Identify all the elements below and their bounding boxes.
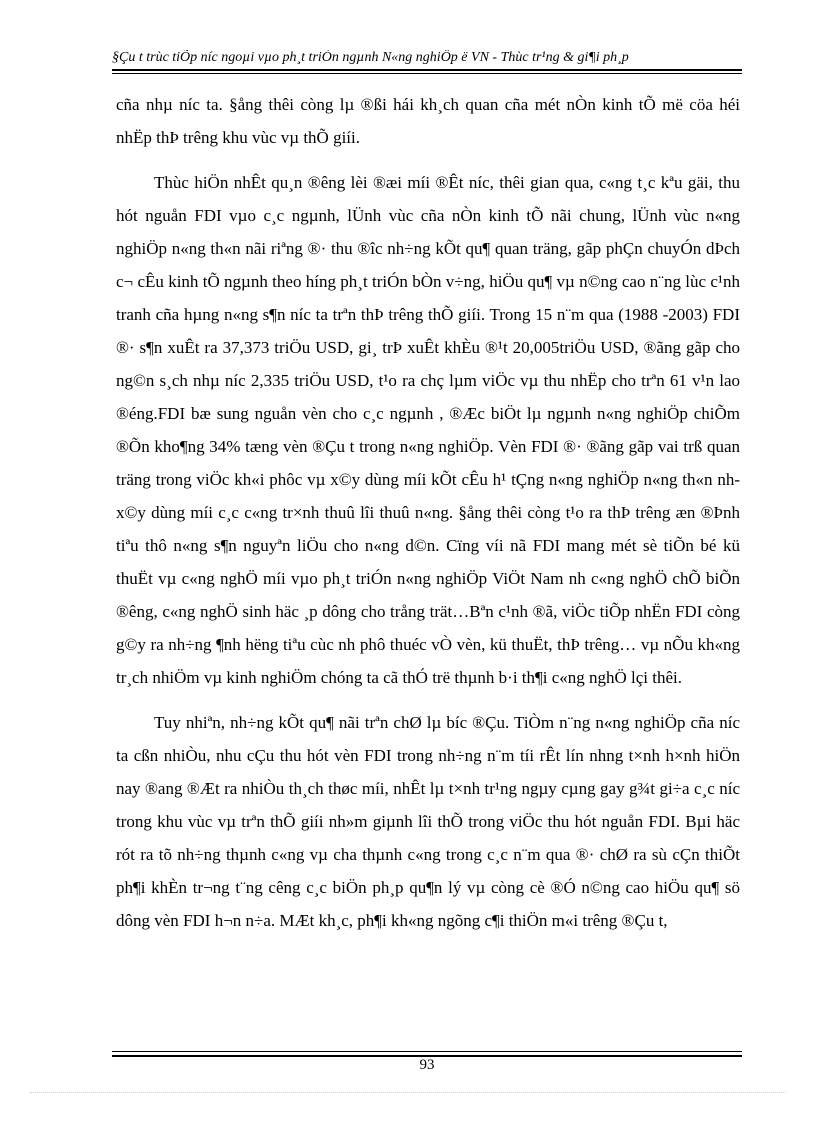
header-rule-thin [112,73,742,74]
running-header: §Çu t trùc tiÕp níc ngoµi vµo ph¸t triÓn ngµnh N«ng nghiÖp ë VN - Thùc tr¹ng & gi¶i ph¸p [112,50,629,65]
page-boundary-dotted-line [30,1092,786,1093]
page-number: 93 [419,1057,435,1073]
paragraph: Thùc hiÖn nhÊt qu¸n ®êng lèi ®æi míi ®Êt níc, thêi gian qua, c«ng t¸c kªu gäi, thu hót nguån FDI vµo c¸c ngµnh, lÜnh vùc cña nÒn kinh tÕ nãi chung, lÜnh vùc n«ng nghiÖp n«ng th«n nãi riªng ®· thu ®îc nh÷ng kÕt qu¶ quan träng, gãp phÇn chuyÓn dÞch c¬ cÊu kinh tÕ ngµnh theo híng ph¸t triÓn bÒn v÷ng, hiÖu qu¶ vµ n©ng cao n¨ng lùc c¹nh tranh cña hµng n«ng s¶n níc ta trªn thÞ trêng thÕ giíi. Trong 15 n¨m qua (1988 -2003) FDI ®· s¶n xuÊt ra 37,373 triÖu USD, gi¸ trÞ xuÊt khÈu ®¹t 20,005triÖu USD, ®ãng gãp cho ng©n s¸ch nhµ níc 2,335 triÖu USD, t¹o ra chç lµm viÖc vµ thu nhËp cho trªn 61 v¹n lao ®éng.FDI bæ sung nguån vèn cho c¸c ngµnh , ®Æc biÖt lµ ngµnh n«ng nghiÖp chiÕm ®Õn kho¶ng 34% tæng vèn ®Çu t trong n«ng nghiÖp. Vèn FDI ®· ®ãng gãp vai trß quan träng trong viÖc kh«i phôc vµ x©y dùng míi kÕt cÊu h¹ tÇng n«ng nghiÖp n«ng th«n nh x©y dùng míi c¸c c«ng tr×nh thuû lîi thuû n«ng. §ång thêi còng t¹o ra thÞ trêng æn ®Þnh tiªu thô n«ng s¶n nguyªn liÖu cho n«ng d©n. Cïng víi nã FDI mang mét sè tiÕn bé kü thuËt vµ c«ng nghÖ míi vµo ph¸t triÓn n«ng nghiÖp ViÖt Nam nh c«ng nghÖ chÕ biÕn ®êng, c«ng nghÖ sinh häc ¸p dông cho trång trät…Bªn c¹nh ®ã, viÖc tiÕp nhËn FDI còng g©y ra nh÷ng ¶nh hëng tiªu cùc nh phô thuéc vÒ vèn, kü thuËt, thÞ trêng… vµ nÕu kh«ng tr¸ch nhiÖm vµ kinh nghiÖm chóng ta cã thÓ trë thµnh b·i th¶i c«ng nghÖ lçi thêi. [116,173,740,687]
footer-rule-thin [112,1051,742,1052]
header-rule-thick [112,69,742,71]
body-text [116,88,740,949]
paragraph-continuation: cña nhµ níc ta. §ång thêi còng lµ ®ßi hái kh¸ch quan cña mét nÒn kinh tÕ më cöa héi nhËp thÞ trêng khu vùc vµ thÕ giíi. [116,95,740,147]
paragraph: Tuy nhiªn, nh÷ng kÕt qu¶ nãi trªn chØ lµ bíc ®Çu. TiÒm n¨ng n«ng nghiÖp cña níc ta cßn nhiÒu, nhu cÇu thu hót vèn FDI trong nh÷ng n¨m tíi rÊt lín nhng t×nh h×nh hiÖn nay ®ang ®Æt ra nhiÒu th¸ch thøc míi, nhÊt lµ t×nh tr¹ng ngµy cµng gay g¾t gi÷a c¸c níc trong khu vùc vµ trªn thÕ giíi nh»m giµnh lîi thÕ trong viÖc thu hót nguån FDI. Bµi häc rót ra tõ nh÷ng thµnh c«ng vµ cha thµnh c«ng trong c¸c n¨m qua ®· chØ ra sù cÇn thiÕt ph¶i khÈn tr¬ng t¨ng cêng c¸c biÖn ph¸p qu¶n lý vµ còng cè ®Ó n©ng cao hiÖu qu¶ sö dông vèn FDI h¬n n÷a. MÆt kh¸c, ph¶i kh«ng ngõng c¶i thiÖn m«i trêng ®Çu t, [116,713,740,930]
